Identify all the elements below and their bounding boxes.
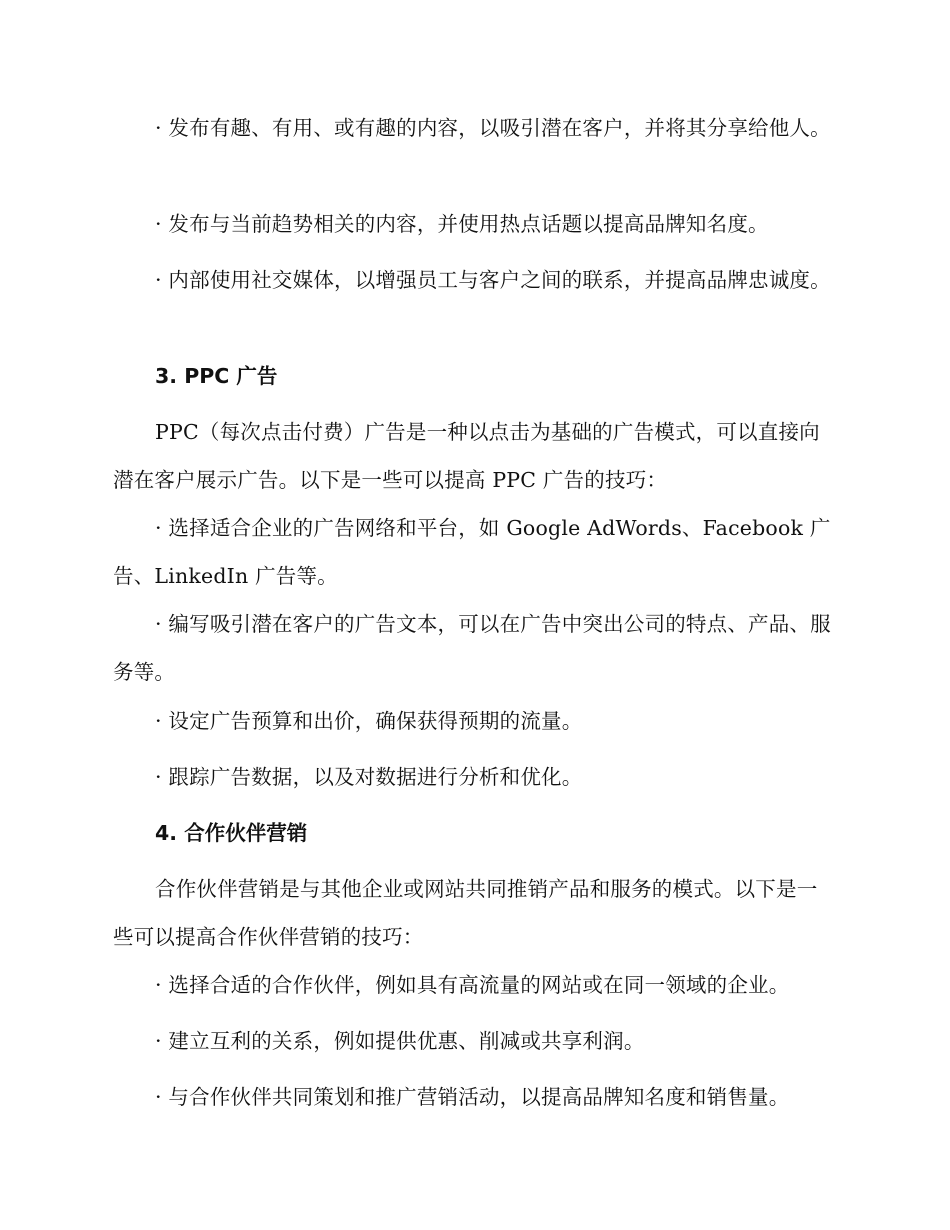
bullet-paragraph: · 设定广告预算和出价，确保获得预期的流量。 [155, 709, 583, 733]
bullet-paragraph: · 选择合适的合作伙伴，例如具有高流量的网站或在同一领域的企业。 [155, 973, 790, 997]
bullet-paragraph: · 发布与当前趋势相关的内容，并使用热点话题以提高品牌知名度。 [155, 212, 769, 236]
bullet-paragraph: · 发布有趣、有用、或有趣的内容，以吸引潜在客户，并将其分享给他人。 [155, 116, 831, 140]
body-paragraph: 合作伙伴营销是与其他企业或网站共同推销产品和服务的模式。以下是一些可以提高合作伙伴营销的技巧： [113, 877, 818, 949]
bullet-paragraph: · 建立互利的关系，例如提供优惠、削减或共享利润。 [155, 1029, 645, 1053]
bullet-paragraph: · 选择适合企业的广告网络和平台，如 Google AdWords、Facebook 广告、LinkedIn 广告等。 [113, 516, 831, 588]
bullet-paragraph: · 编写吸引潜在客户的广告文本，可以在广告中突出公司的特点、产品、服务等。 [113, 612, 831, 684]
bullet-paragraph: · 与合作伙伴共同策划和推广营销活动，以提高品牌知名度和销售量。 [155, 1085, 790, 1109]
section-heading: 3. PPC 广告 [155, 364, 278, 388]
body-paragraph: PPC（每次点击付费）广告是一种以点击为基础的广告模式，可以直接向潜在客户展示广告。以下是一些可以提高 PPC 广告的技巧： [113, 420, 820, 492]
bullet-paragraph: · 内部使用社交媒体，以增强员工与客户之间的联系，并提高品牌忠诚度。 [155, 268, 831, 292]
section-heading: 4. 合作伙伴营销 [155, 821, 308, 845]
bullet-paragraph: · 跟踪广告数据，以及对数据进行分析和优化。 [155, 765, 583, 789]
